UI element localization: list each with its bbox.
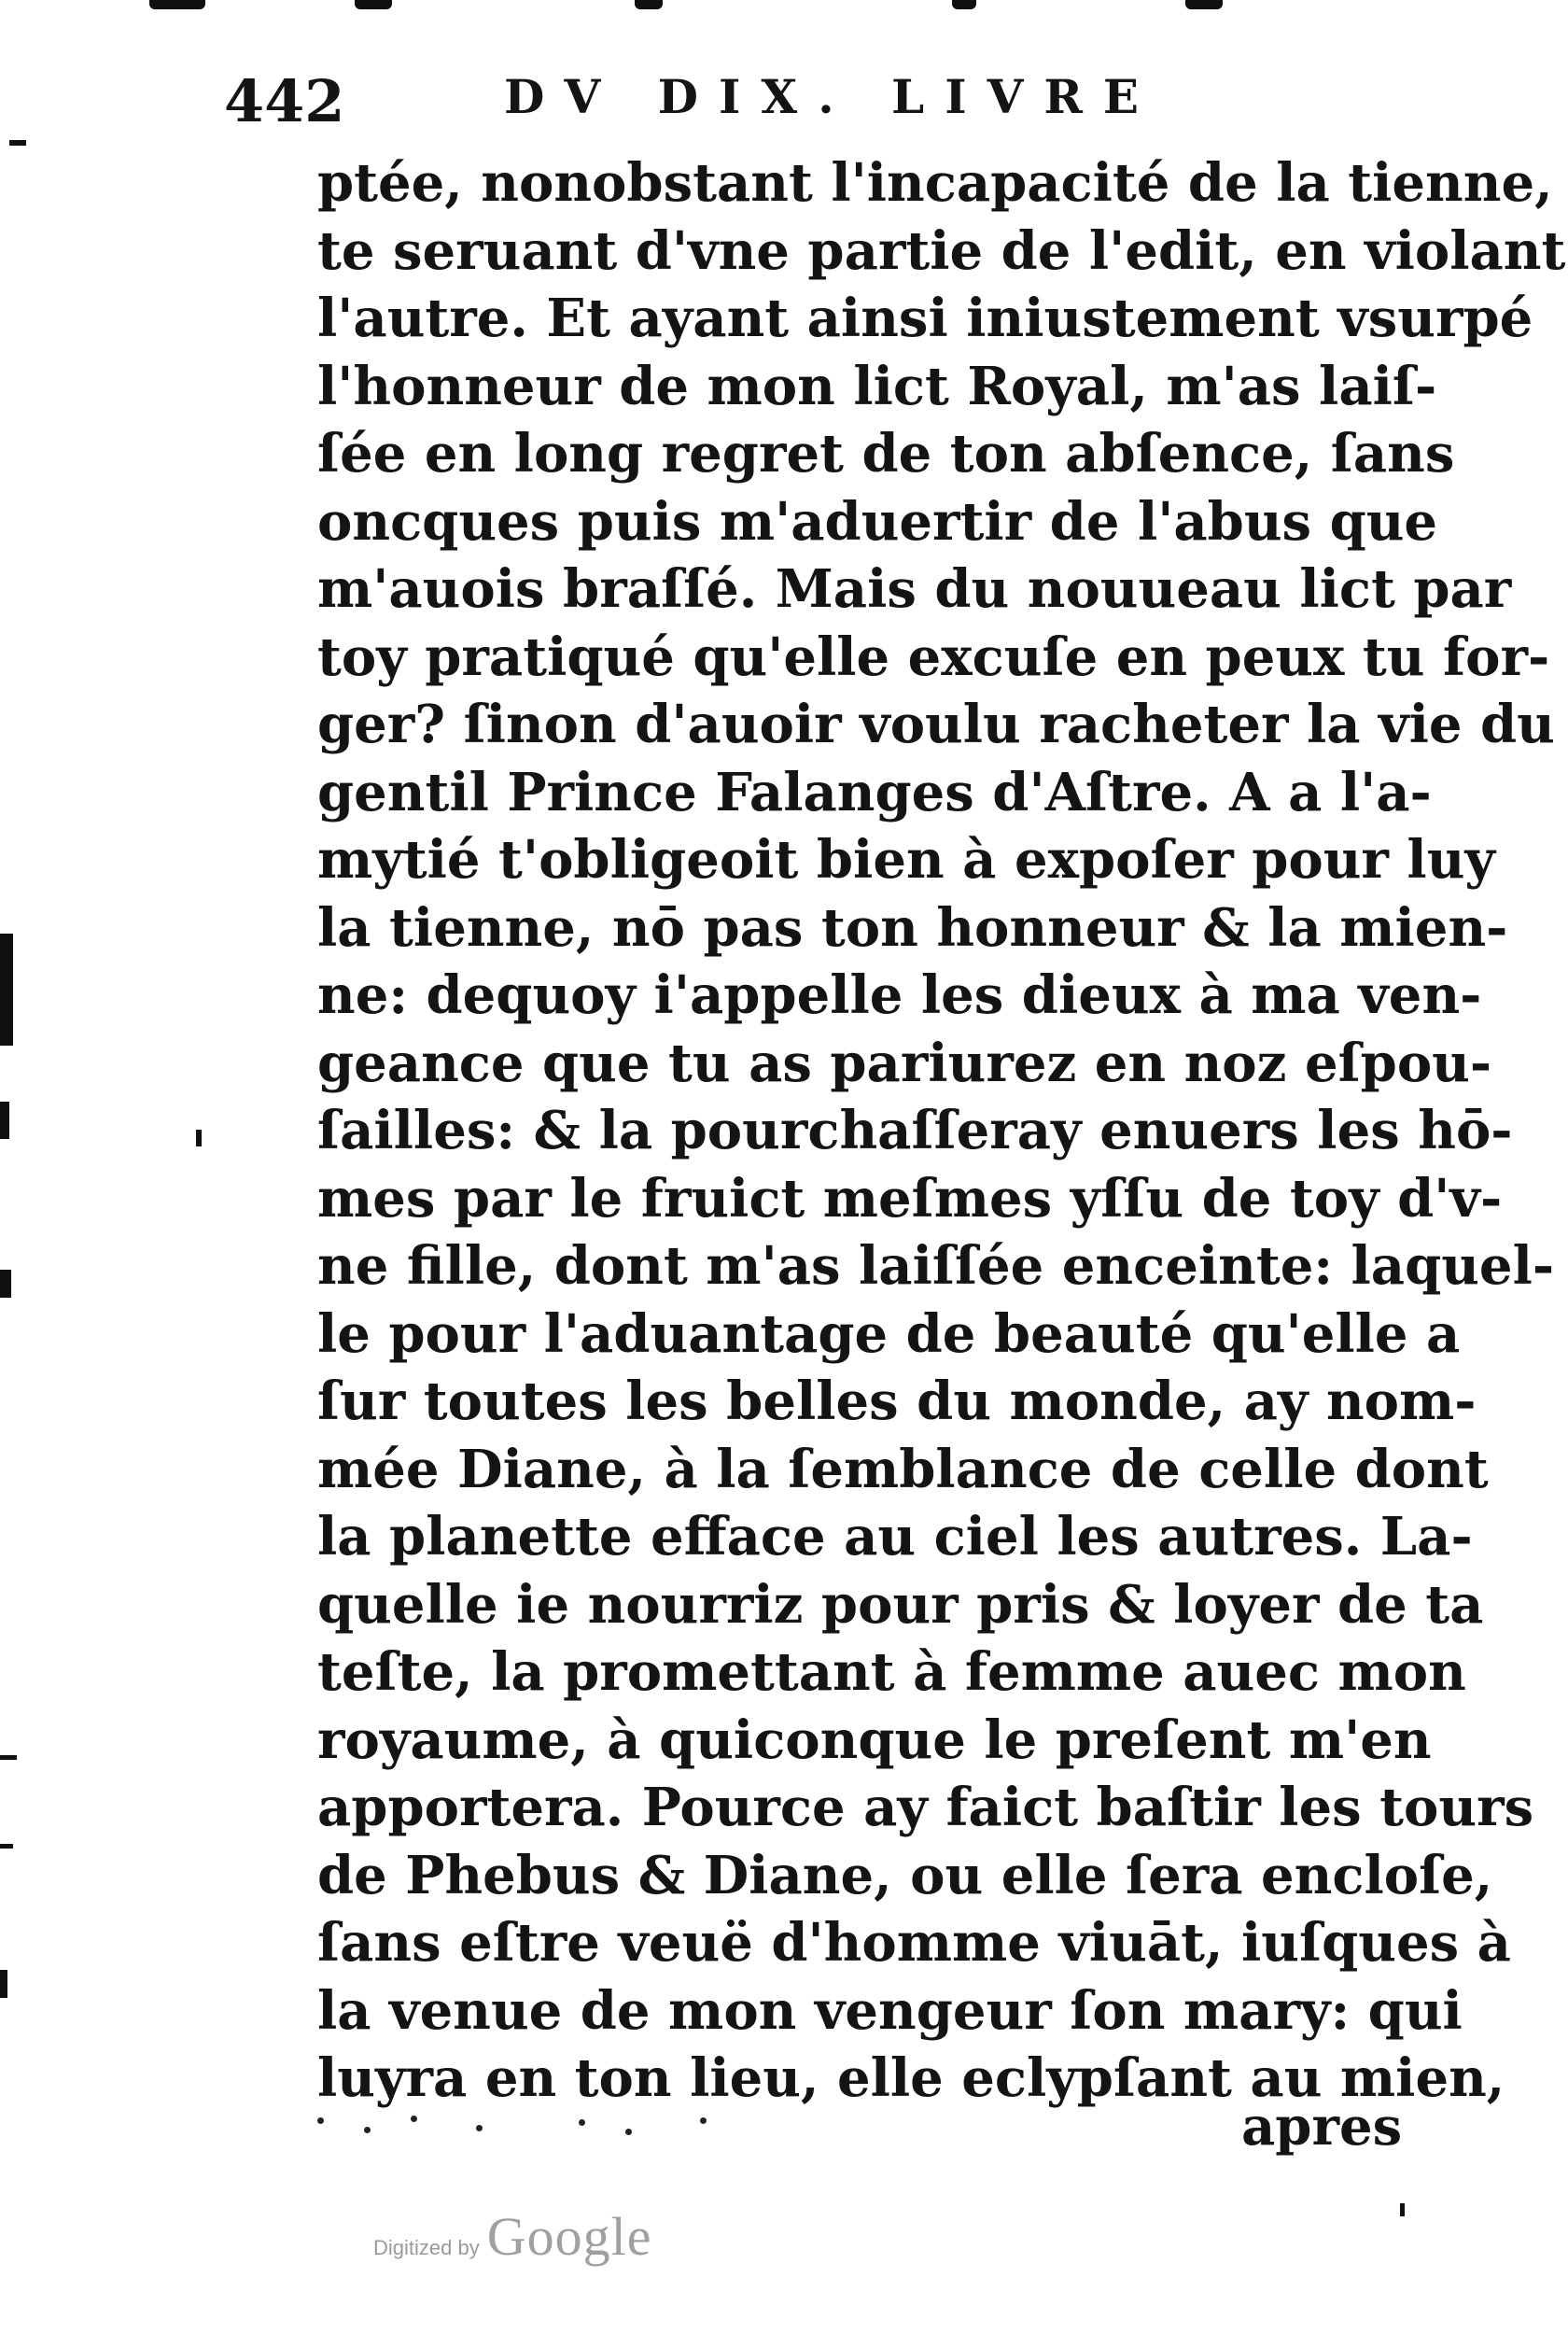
text-line: ſans eſtre veuë d'homme viuāt, iuſques à xyxy=(317,1912,1511,1974)
text-line: ſée en long regret de ton abſence, ſans xyxy=(317,423,1455,485)
running-head-title: DV DIX. LIVRE xyxy=(504,69,1160,124)
text-line: royaume, à quiconque le preſent m'en xyxy=(317,1708,1432,1771)
text-line: ger? ſinon d'auoir voulu racheter la vie du xyxy=(317,694,1555,755)
text-line: te seruant d'vne partie de l'edit, en violant xyxy=(317,219,1566,282)
text-line: le pour l'aduantage de beauté qu'elle a xyxy=(317,1302,1461,1365)
scan-top-edge xyxy=(112,0,1232,21)
text-line: teſte, la promettant à femme auec mon xyxy=(317,1641,1466,1703)
text-line: mes par le fruict meſmes yſſu de toy d'v- xyxy=(317,1167,1503,1230)
text-line: ne: dequoy i'appelle les dieux à ma ven- xyxy=(317,964,1482,1026)
text-line: la tienne, nō pas ton honneur & la mien- xyxy=(317,896,1508,959)
text-line: luyra en ton lieu, elle eclypſant au mien, xyxy=(317,2047,1505,2109)
text-line: de Phebus & Diane, ou elle ſera encloſe, xyxy=(317,1844,1493,1906)
google-logo: Google xyxy=(486,2206,652,2267)
text-line: oncques puis m'aduertir de l'abus que xyxy=(317,490,1438,553)
catchword: apres xyxy=(1241,2096,1403,2158)
text-line: l'autre. Et ayant ainsi iniustement vsurpé xyxy=(317,288,1533,349)
body-text xyxy=(317,149,1566,2113)
text-line: gentil Prince Falanges d'Aſtre. A a l'a- xyxy=(317,761,1432,823)
text-line: mée Diane, à la ſemblance de celle dont xyxy=(317,1438,1489,1500)
text-line: la planette efface au ciel les autres. La- xyxy=(317,1506,1473,1568)
text-line: toy pratiqué qu'elle excuſe en peux tu for- xyxy=(317,626,1550,688)
text-line: ſur toutes les belles du monde, ay nom- xyxy=(317,1371,1477,1432)
text-line: apportera. Pource ay faict baſtir les tours xyxy=(317,1777,1534,1838)
digitized-by-google xyxy=(373,2205,651,2271)
digitized-prefix: Digitized by xyxy=(373,2236,480,2259)
text-line: quelle ie nourriz pour pris & loyer de ta xyxy=(317,1573,1484,1636)
text-line: l'honneur de mon lict Royal, m'as laiſ- xyxy=(317,355,1437,417)
bottom-ink-specks xyxy=(308,2110,775,2147)
text-line: ſailles: & la pourchaſſeray enuers les hō- xyxy=(317,1100,1513,1161)
running-head xyxy=(224,67,1213,151)
text-line: la venue de mon vengeur ſon mary: qui xyxy=(317,1979,1463,2042)
text-line: mytié t'obligeoit bien à expoſer pour luy xyxy=(317,829,1495,891)
text-line: ptée, nonobstant l'incapacité de la tienne, xyxy=(317,152,1553,214)
text-line: m'auois braſſé. Mais du nouueau lict par xyxy=(317,558,1512,620)
text-line: ne fille, dont m'as laiſſée enceinte: laquel- xyxy=(317,1235,1555,1297)
page-number: 442 xyxy=(224,67,345,135)
text-line: geance que tu as pariurez en noz eſpou- xyxy=(317,1032,1492,1094)
